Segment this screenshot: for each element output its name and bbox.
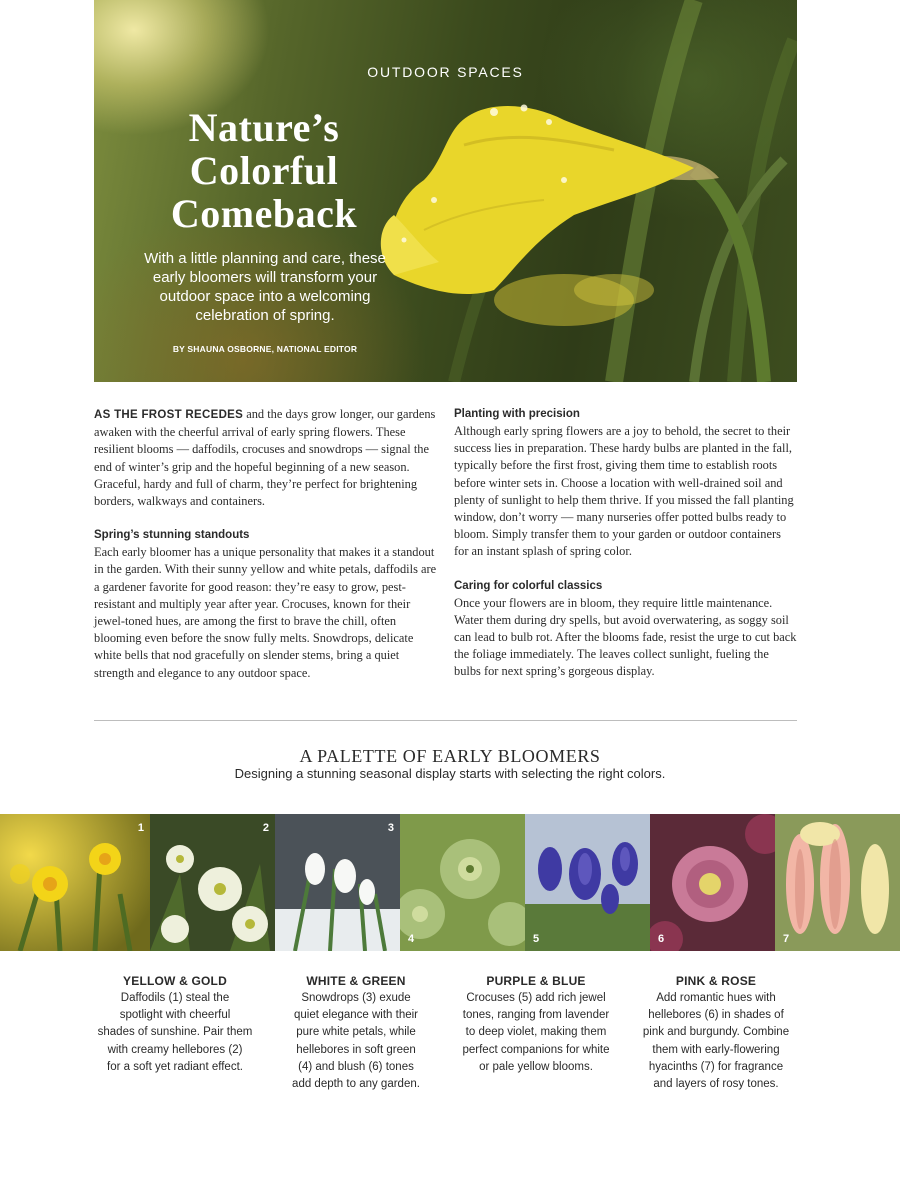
photo-number: 3	[387, 822, 394, 834]
caption-heading: PINK & ROSE	[675, 974, 757, 988]
caption-line: pink and burgundy. Combine	[642, 1026, 790, 1039]
caption-line: or pale yellow blooms.	[479, 1060, 593, 1073]
section-body: Each early bloomer has a unique personality that makes it a standout in the garden. With their sunny yellow and white petals, daffodils are a gardener favorite for good reason: they’re easy to grow, pest-resistant and multiply year after year. Crocuses, known for their jewel-toned hues, are among the first to brave the chill, often blooming even before the snow fully melts. Snowdrops, delicate white bells that nod gracefully on slender stems, bring a quiet strength and elegance to any outdoor space.	[94, 545, 437, 680]
hellebore-photo	[400, 814, 525, 951]
caption-line: Snowdrops (3) exude	[301, 992, 411, 1004]
section-heading: Spring’s stunning standouts	[94, 529, 250, 542]
caption-white-green	[271, 973, 441, 1093]
caption-line: Crocuses (5) add rich jewel	[466, 992, 606, 1004]
hellebore-photo	[150, 814, 275, 951]
section-kicker: OUTDOOR SPACES	[367, 64, 524, 80]
caption-pink-rose	[631, 973, 801, 1093]
caption-line: pure white petals, while	[296, 1026, 416, 1039]
caption-line: quiet elegance with their	[293, 1009, 419, 1022]
caption-line: to deep violet, making them	[465, 1026, 607, 1039]
caption-line: hyacinths (7) for fragrance	[648, 1060, 784, 1073]
article-title	[124, 106, 404, 235]
hero-photo	[94, 0, 797, 382]
caption-heading: YELLOW & GOLD	[123, 974, 227, 988]
title-line: Colorful	[189, 148, 339, 193]
palette-title: A PALETTE OF EARLY BLOOMERS	[299, 746, 601, 766]
caption-line: hellebores (6) in shades of	[648, 1009, 784, 1022]
crocus-photo	[525, 814, 650, 951]
caption-line: shades of sunshine. Pair them	[97, 1026, 253, 1039]
caption-heading: WHITE & GREEN	[306, 974, 406, 988]
hellebore-photo	[650, 814, 775, 951]
section-divider	[94, 720, 797, 721]
section-body: Although early spring flowers are a joy to behold, the secret to their success lies in preparation. These hardy bulbs are planted in the fall, typically before the first frost, giving them time to establish roots before winter sets in. Choose a location with well-drained soil and plenty of sunlight to help them thrive. If you missed the fall planting window, don’t worry — many nurseries offer potted bulbs ready to bloom. Simply transfer them to your garden or outdoor containers for an instant splash of spring color.	[454, 424, 794, 559]
caption-line: for a soft yet radiant effect.	[107, 1060, 243, 1073]
caption-line: hellebores in soft green	[296, 1043, 416, 1056]
intro-paragraph	[94, 406, 437, 510]
caption-heading: PURPLE & BLUE	[486, 974, 586, 988]
lead-in: AS THE FROST RECEDES	[94, 409, 244, 421]
article-column-right	[454, 406, 797, 698]
article-dek: With a little planning and care, these early bloomers will transform your outdoor space into a welcoming celebration of spring.	[144, 250, 386, 324]
intro-text: and the days grow longer, our gardens awaken with the cheerful arrival of early spring flowers. These resilient blooms — daffodils, crocuses and snowdrops — signal the end of winter’s grip and the hopeful beginning of a new season. Graceful, hardy and full of charm, they’re perfect for brightening borders, walkways and containers.	[94, 407, 436, 509]
flower-photo-strip	[0, 814, 900, 951]
photo-number: 1	[137, 822, 144, 834]
caption-text	[451, 990, 621, 1076]
photo-number: 2	[262, 822, 269, 834]
section-heading: Planting with precision	[454, 408, 580, 420]
caption-line: (4) and blush (6) tones	[298, 1060, 414, 1073]
caption-line: Daffodils (1) steal the	[120, 992, 230, 1004]
caption-yellow-gold	[90, 973, 260, 1076]
daffodil-photo	[0, 814, 150, 951]
photo-number: 5	[533, 933, 540, 945]
caption-line: perfect companions for white	[462, 1043, 610, 1056]
caption-text	[631, 990, 801, 1093]
caption-purple-blue	[451, 973, 621, 1076]
hyacinth-photo	[775, 814, 900, 951]
caption-line: and layers of rosy tones.	[653, 1078, 779, 1091]
byline: BY SHAUNA OSBORNE, NATIONAL EDITOR	[172, 344, 358, 354]
caption-line: with creamy hellebores (2)	[107, 1043, 243, 1056]
photo-number: 4	[408, 933, 415, 945]
snowdrop-photo	[275, 814, 400, 951]
caption-text	[90, 990, 260, 1076]
caption-text	[271, 990, 441, 1093]
caption-line: add depth to any garden.	[292, 1078, 420, 1091]
section-heading: Caring for colorful classics	[454, 579, 603, 592]
photo-number: 6	[658, 933, 665, 945]
title-line: Comeback	[170, 191, 358, 236]
caption-line: them with early-flowering	[652, 1043, 780, 1056]
caption-line: spotlight with cheerful	[119, 1009, 231, 1022]
caption-line: tones, ranging from lavender	[462, 1009, 610, 1022]
caption-line: Add romantic hues with	[656, 992, 776, 1004]
title-line: Nature’s	[188, 105, 340, 150]
palette-subtitle: Designing a stunning seasonal display starts with selecting the right colors.	[234, 766, 666, 781]
photo-number: 7	[783, 933, 790, 945]
section-body: Once your flowers are in bloom, they require little maintenance. Water them during dry spells, but avoid overwatering, as soggy soil can lead to bulb rot. After the blooms fade, resist the urge to cut back the foliage immediately. The leaves collect sunlight, fueling the bulbs for next spring’s gorgeous display.	[454, 595, 797, 679]
article-column-left	[94, 406, 437, 699]
